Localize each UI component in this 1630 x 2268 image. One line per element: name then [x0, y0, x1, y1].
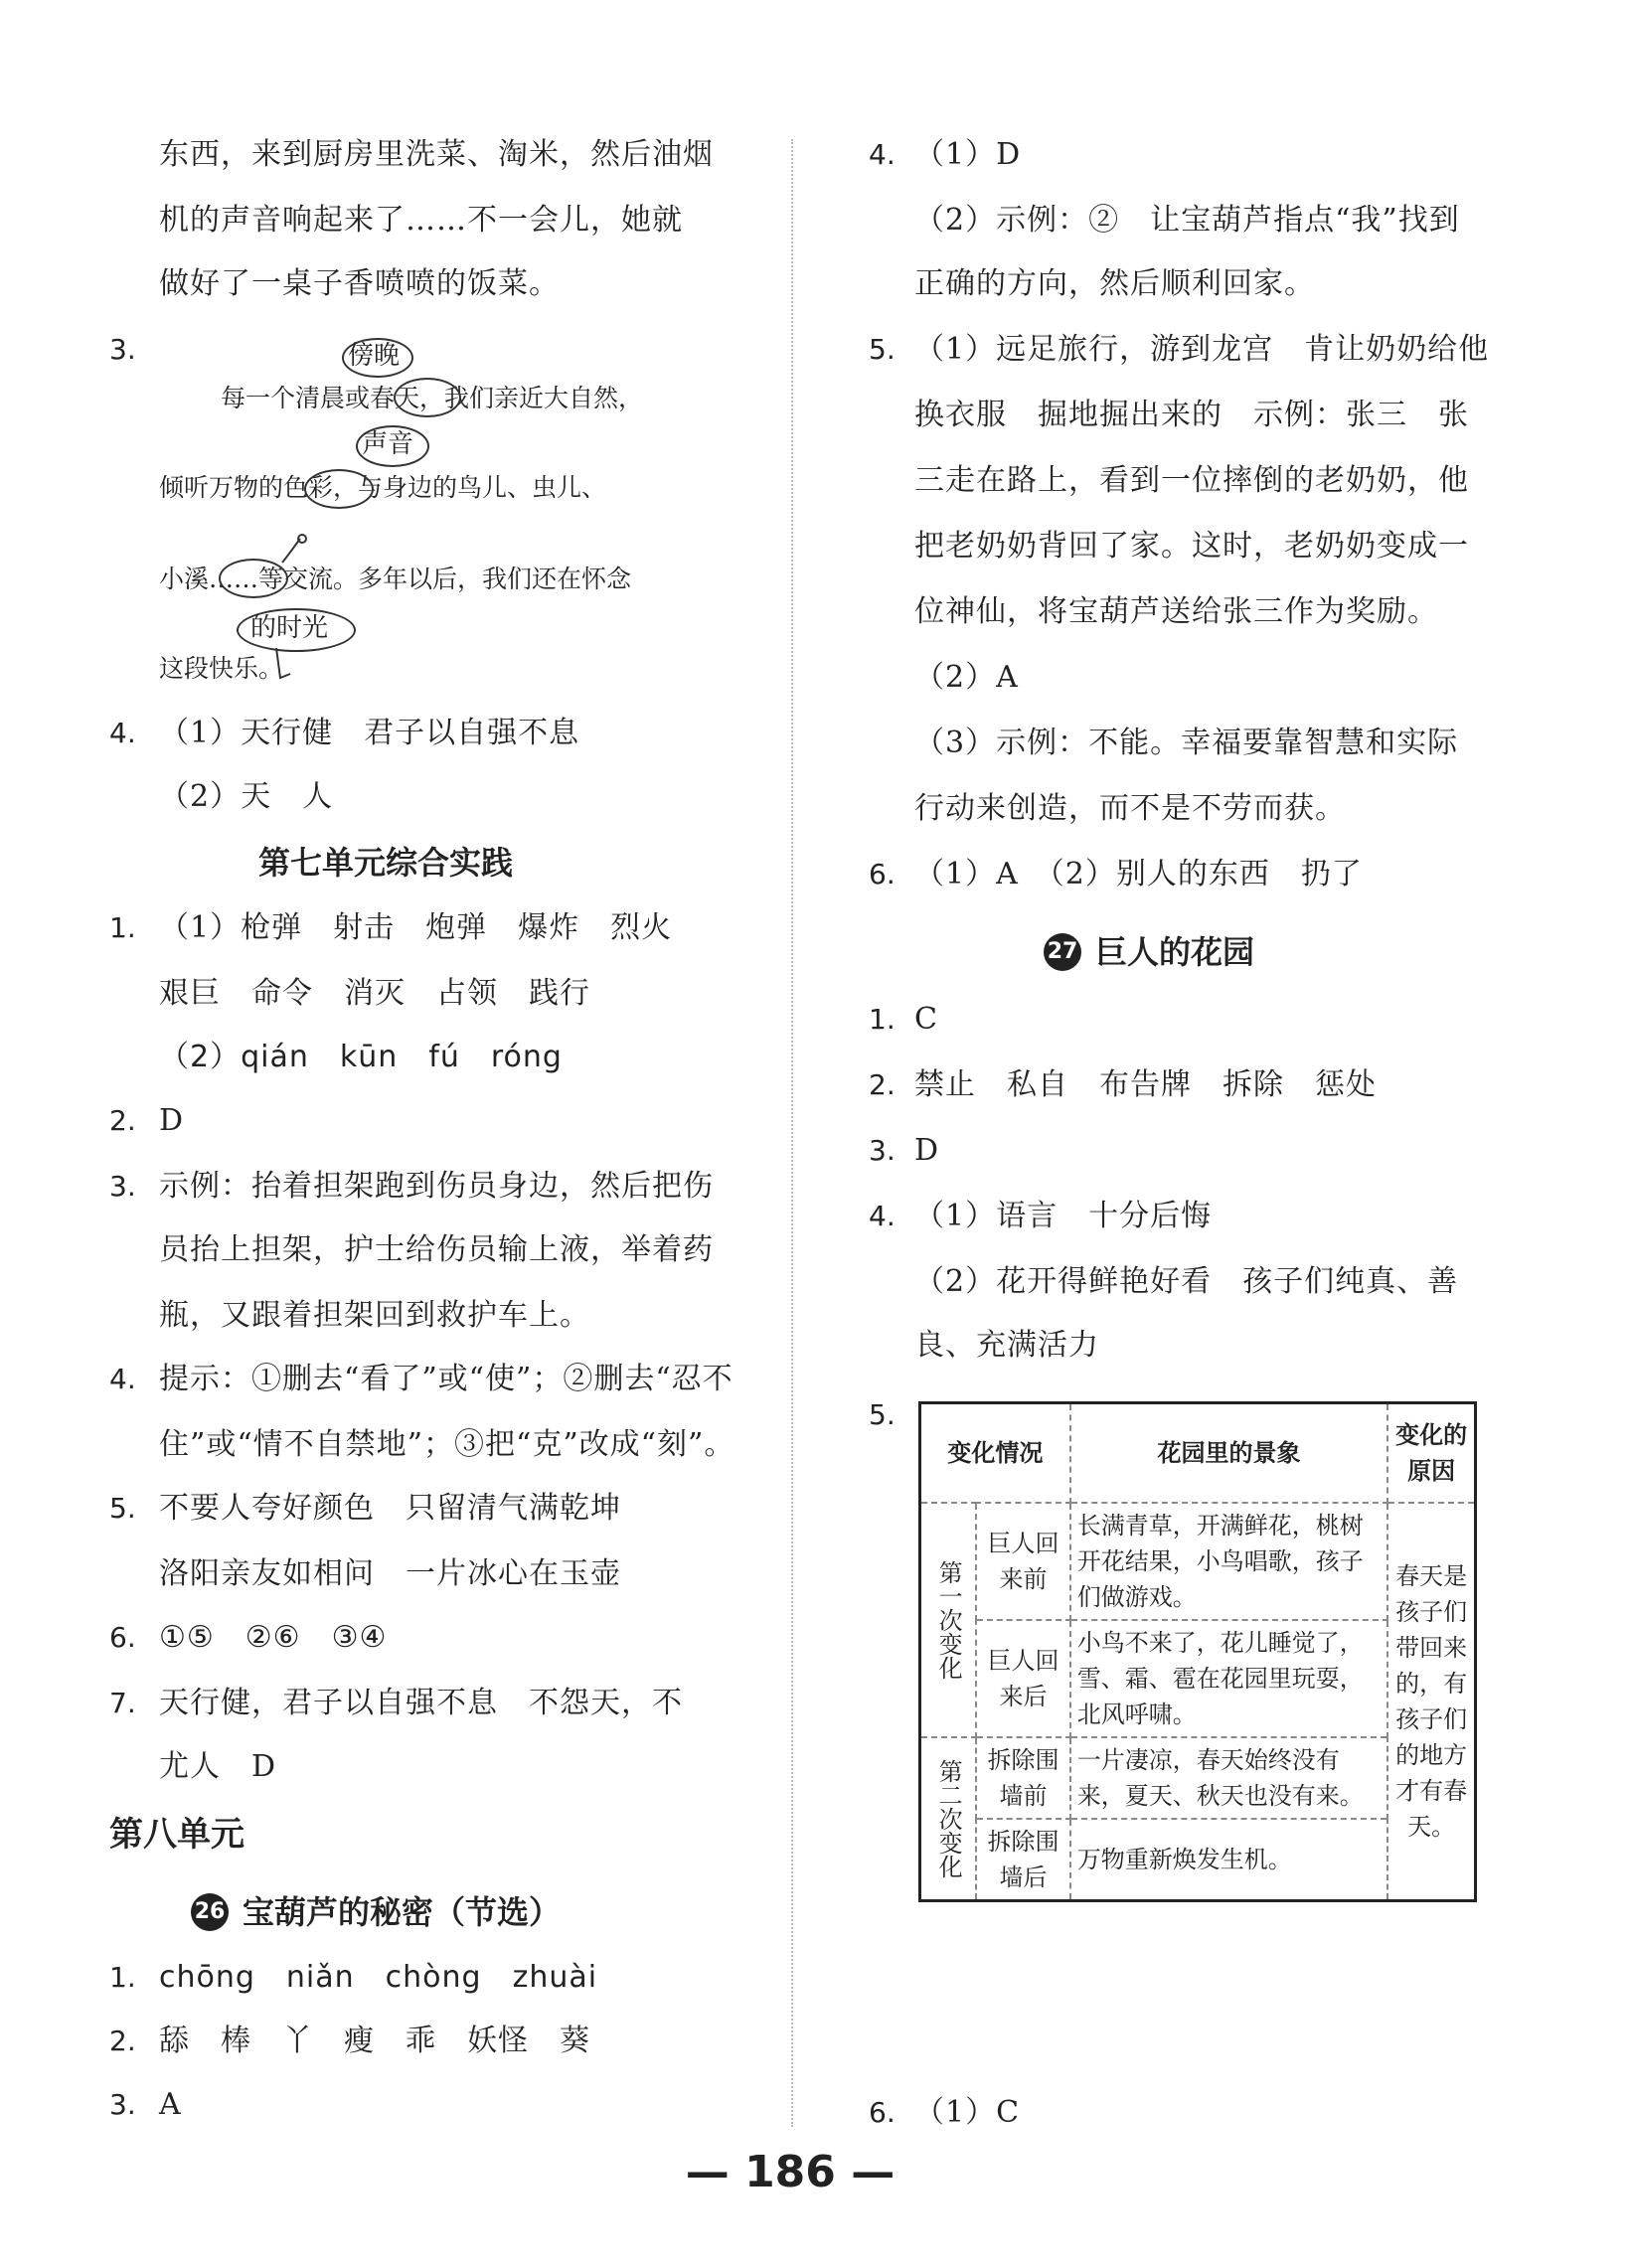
lesson-title-text: 巨人的花园	[1095, 933, 1255, 971]
answer-line: chōng niǎn chòng zhuài	[159, 1960, 598, 1995]
answer-line: 瓶，又跟着担架回到救护车上。	[159, 1298, 590, 1333]
question-number: 6.	[869, 2096, 896, 2129]
question-number: 5.	[109, 1492, 136, 1525]
lesson-title-text: 宝葫芦的秘密（节选）	[243, 1893, 562, 1931]
answer-line: 提示：①删去“看了”或“使”；②删去“忍不	[159, 1362, 734, 1396]
question-number: 4.	[869, 138, 896, 171]
question-number: 1.	[869, 1003, 896, 1036]
delete-mark	[280, 533, 310, 567]
lesson-title	[1044, 930, 1254, 974]
answer-line: （2）天 人	[159, 779, 334, 814]
question-number: 3.	[869, 1134, 896, 1167]
row-label: 巨人回来前	[976, 1503, 1069, 1620]
question-number: 4.	[109, 717, 136, 749]
answer-line: （1）D	[914, 137, 1022, 172]
insertion-text: 的时光	[250, 613, 329, 643]
answer-line: （3）示例：不能。幸福要靠智慧和实际	[914, 726, 1459, 760]
question-number: 3.	[109, 1170, 136, 1203]
row-scene: 一片凄凉，春天始终没有来，夏天、秋天也没有来。	[1070, 1737, 1387, 1819]
text-line: 东西，来到厨房里洗菜、淘米，然后油烟	[159, 137, 714, 172]
group-label: 第一次变化	[920, 1503, 977, 1737]
text-line: 做好了一桌子香喷喷的饭菜。	[159, 266, 560, 301]
question-number: 2.	[109, 2025, 136, 2057]
answer-line: （1）C	[914, 2095, 1021, 2130]
question-number: 7.	[109, 1687, 136, 1719]
page-number: — 186 —	[685, 2147, 896, 2197]
answer-line: 禁止 私自 布告牌 拆除 惩处	[914, 1067, 1377, 1102]
question-number: 6.	[869, 858, 896, 891]
edited-line: 倾听万物的色彩，与身边的鸟儿、虫儿、	[159, 473, 607, 502]
row-label: 巨人回来后	[976, 1620, 1069, 1737]
text-line: 机的声音响起来了……不一会儿，她就	[159, 203, 683, 238]
answer-line: D	[159, 1103, 185, 1138]
table-header-row	[920, 1403, 1476, 1504]
insertion-text: 傍晚	[348, 341, 401, 371]
answer-line: 天行健，君子以自强不息 不怨天，不	[159, 1686, 683, 1720]
answer-line: C	[914, 1002, 938, 1037]
header-change: 变化情况	[920, 1403, 1070, 1504]
question-number: 4.	[109, 1363, 136, 1395]
question-number: 2.	[869, 1068, 896, 1101]
answer-line: 示例：抬着担架跑到伤员身边，然后把伤	[159, 1169, 714, 1204]
lesson-title	[191, 1890, 561, 1934]
question-number: 5.	[869, 1398, 896, 1431]
question-number: 5.	[869, 333, 896, 366]
column-divider	[791, 139, 793, 2127]
row-scene: 长满青草，开满鲜花，桃树开花结果，小鸟唱歌，孩子们做游戏。	[1070, 1503, 1387, 1620]
answer-line: 良、充满活力	[914, 1328, 1099, 1363]
lesson-number-badge: 26	[191, 1893, 229, 1931]
answer-line: ①⑤ ②⑥ ③④	[159, 1620, 388, 1655]
answer-line: 不要人夸好颜色 只留清气满乾坤	[159, 1491, 621, 1526]
header-scene: 花园里的景象	[1070, 1403, 1387, 1504]
edited-line: 每一个清晨或春天，我们亲近大自然，	[221, 384, 644, 412]
row-label: 拆除围墙前	[976, 1737, 1069, 1819]
answer-line: 员抬上担架，护士给伤员输上液，举着药	[159, 1232, 714, 1267]
strike-ellipse	[394, 378, 461, 417]
answer-line: （1）A （2）别人的东西 扔了	[914, 857, 1363, 891]
answer-line: （1）天行健 君子以自强不息	[159, 716, 580, 750]
garden-change-table	[918, 1401, 1477, 1902]
question-number: 1.	[109, 911, 136, 944]
answer-line: （1）语言 十分后悔	[914, 1199, 1213, 1233]
answer-line: 换衣服 掘地掘出来的 示例：张三 张	[914, 398, 1469, 432]
strike-ellipse	[219, 559, 288, 598]
edited-line: 小溪……等交流。多年以后，我们还在怀念	[159, 565, 632, 593]
answer-line: 舔 棒 丫 瘦 乖 妖怪 葵	[159, 2024, 590, 2058]
answer-line: 正确的方向，然后顺利回家。	[914, 266, 1315, 301]
answer-line: 把老奶奶背回了家。这时，老奶奶变成一	[914, 529, 1469, 564]
answer-line: 艰巨 命令 消灭 占领 践行	[159, 976, 590, 1011]
answer-line: A	[159, 2087, 182, 2122]
row-scene: 小鸟不来了，花儿睡觉了，雪、霜、雹在花园里玩耍，北风呼啸。	[1070, 1620, 1387, 1737]
header-reason: 变化的原因	[1387, 1403, 1475, 1504]
question-number: 2.	[109, 1104, 136, 1137]
answer-line: 三走在路上，看到一位摔倒的老奶奶，他	[914, 463, 1469, 498]
question-number: 6.	[109, 1621, 136, 1654]
answer-line: D	[914, 1133, 940, 1168]
answer-line: （2）qián kūn fú róng	[159, 1040, 563, 1074]
answer-line: 住”或“情不自禁地”；③把“克”改成“刻”。	[159, 1427, 735, 1462]
group-label: 第二次变化	[920, 1737, 977, 1901]
lesson-number-badge: 27	[1044, 933, 1081, 971]
question-number: 1.	[109, 1961, 136, 1994]
unit-title: 第八单元	[109, 1815, 244, 1855]
question-number: 4.	[869, 1200, 896, 1232]
answer-line: 尤人 D	[159, 1749, 277, 1784]
answer-line: （2）示例：② 让宝葫芦指点“我”找到	[914, 203, 1460, 238]
row-label: 拆除围墙后	[976, 1819, 1069, 1901]
edited-line: 这段快乐。	[159, 654, 284, 683]
row-scene: 万物重新焕发生机。	[1070, 1819, 1387, 1901]
answer-line: （2）花开得鲜艳好看 孩子们纯真、善	[914, 1264, 1459, 1299]
answer-line: 行动来创造，而不是不劳而获。	[914, 791, 1346, 826]
answer-line: 位神仙，将宝葫芦送给张三作为奖励。	[914, 594, 1438, 629]
strike-ellipse	[304, 469, 374, 509]
table-row	[920, 1503, 1476, 1620]
answer-line: （1）远足旅行，游到龙宫 肯让奶奶给他	[914, 332, 1490, 367]
section-title: 第七单元综合实践	[258, 844, 514, 882]
answer-line: （2）A	[914, 660, 1019, 695]
insertion-text: 声音	[362, 429, 414, 459]
answer-line: （1）枪弹 射击 炮弹 爆炸 烈火	[159, 910, 673, 945]
answer-line: 洛阳亲友如相问 一片冰心在玉壶	[159, 1556, 621, 1591]
question-number: 3.	[109, 333, 136, 366]
reason-cell: 春天是孩子们带回来的，有孩子们的地方才有春天。	[1387, 1503, 1475, 1901]
question-number: 3.	[109, 2088, 136, 2121]
